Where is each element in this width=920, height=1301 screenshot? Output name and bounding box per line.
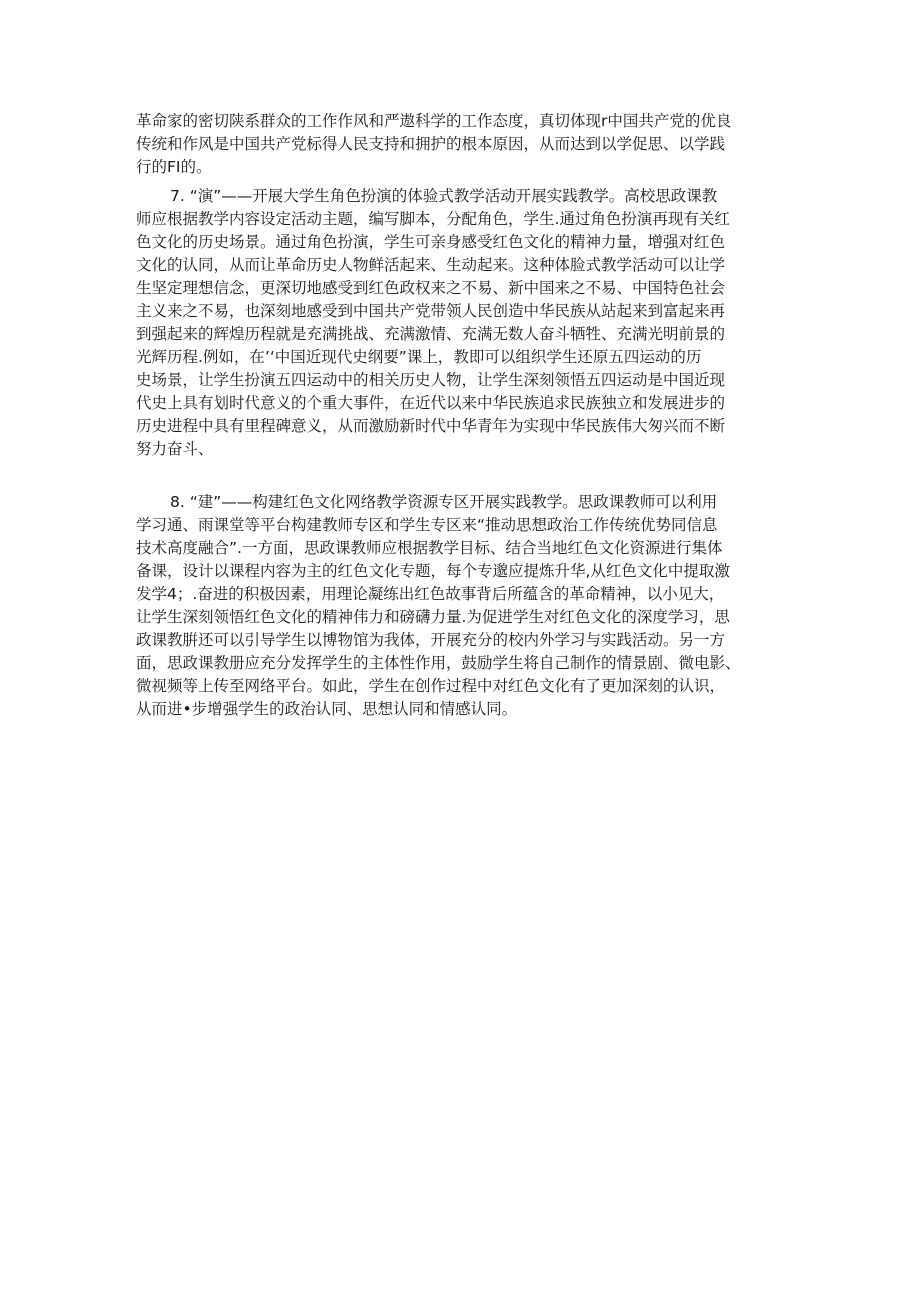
text-line: 色文化的历史场景。通过角色扮演，学生可亲身感受红色文化的精神力量，增强对红色 — [136, 233, 726, 251]
paragraph-8 — [136, 491, 786, 721]
text-line: 7. “演”——开展大学生角色扮演的体验式教学活动开展实践教学。高校思政课教 — [170, 187, 718, 205]
text-line: 革命家的密切陕系群众的工作作风和严遨科学的工作态度，真切体现r中国共产党的优良 — [136, 112, 732, 130]
text-line: 努力奋斗、 — [136, 440, 214, 458]
text-line: 学习通、雨课堂等平台构建教师专区和学生专区来“推动思想政治工作传统优势同信息 — [136, 516, 718, 534]
text-line: 生坚定理想信念，更深切地感受到红色政权来之不易、新中国来之不易、中国特色社会 — [136, 279, 726, 297]
text-line: 让学生深刻领悟红色文化的精神伟力和磅礴力量.为促进学生对红色文化的深度学习，思 — [136, 608, 730, 626]
text-line: 传统和作风是中国共产党标得人民支持和拥护的根本原因，从而达到以学促思、以学践 — [136, 135, 726, 153]
text-line: 微视频等上传至网络平台。如此，学生在创作过程中对红色文化有了更加深刻的认识， — [136, 677, 726, 695]
text-line: 史场景，让学生扮演五四运动中的相关历史人物，让学生深刻领悟五四运动是中国近现 — [136, 371, 726, 389]
text-line: 技术高度融合”.一方面，思政课教师应根据教学目标、结合当地红色文化资源进行集体 — [136, 539, 723, 557]
text-line: 到强起来的辉煌历程就是充满挑战、充满激情、充满无数人奋斗牺牲、充满光明前景的 — [136, 325, 726, 343]
text-line: 代史上具有划时代意义的个重大事件，在近代以来中华民族追求民族独立和发展进步的 — [136, 394, 726, 412]
text-line: 面，思政课教册应充分发挥学生的主体性作用，鼓励学生将自己制作的情景剧、微电影、 — [136, 654, 741, 672]
paragraph-continued — [136, 110, 786, 179]
text-line: 从而进•步增强学生的政治认同、思想认同和情感认同。 — [136, 700, 518, 718]
text-line: 光辉历程.例如，在’‘中国近现代史纲要”课上，教即可以组织学生还原五四运动的历 — [136, 348, 702, 366]
text-line: 政课教腁还可以引导学生以博物馆为我体，开展充分的校内外学习与实践活动。另一方 — [136, 631, 726, 649]
paragraph-7 — [136, 185, 786, 461]
text-line: 8. “建”——构建红色文化网络教学资源专区开展实践教学。思政课教师可以利用 — [170, 493, 718, 511]
text-line: 备课，设计以课程内容为主的红色文化专题，每个专邈应提炼升华,从红色文化中提取激 — [136, 562, 730, 580]
text-line: 历史进程中具有里程碑意义，从而激励新时代中华青年为实现中华民族伟大匆兴而不断 — [136, 417, 726, 435]
text-line: 主义来之不易，也深刻地感受到中国共产党带领人民创造中华民族从站起来到富起来再 — [136, 302, 726, 320]
text-line: 行的FI的。 — [136, 158, 212, 176]
text-line: 师应根据教学内容设定活动主题，编写脚本，分配角色，学生.通过角色扮演再现有关红 — [136, 210, 730, 228]
text-line: 发学4；.奋进的积极因素，用理论凝练出红色故事背后所蕴含的革命精神，以小见大， — [136, 585, 725, 603]
text-line: 文化的认同，从而让革命历史人物鲜活起来、生动起来。这种体脸式教学活动可以让学 — [136, 256, 726, 274]
